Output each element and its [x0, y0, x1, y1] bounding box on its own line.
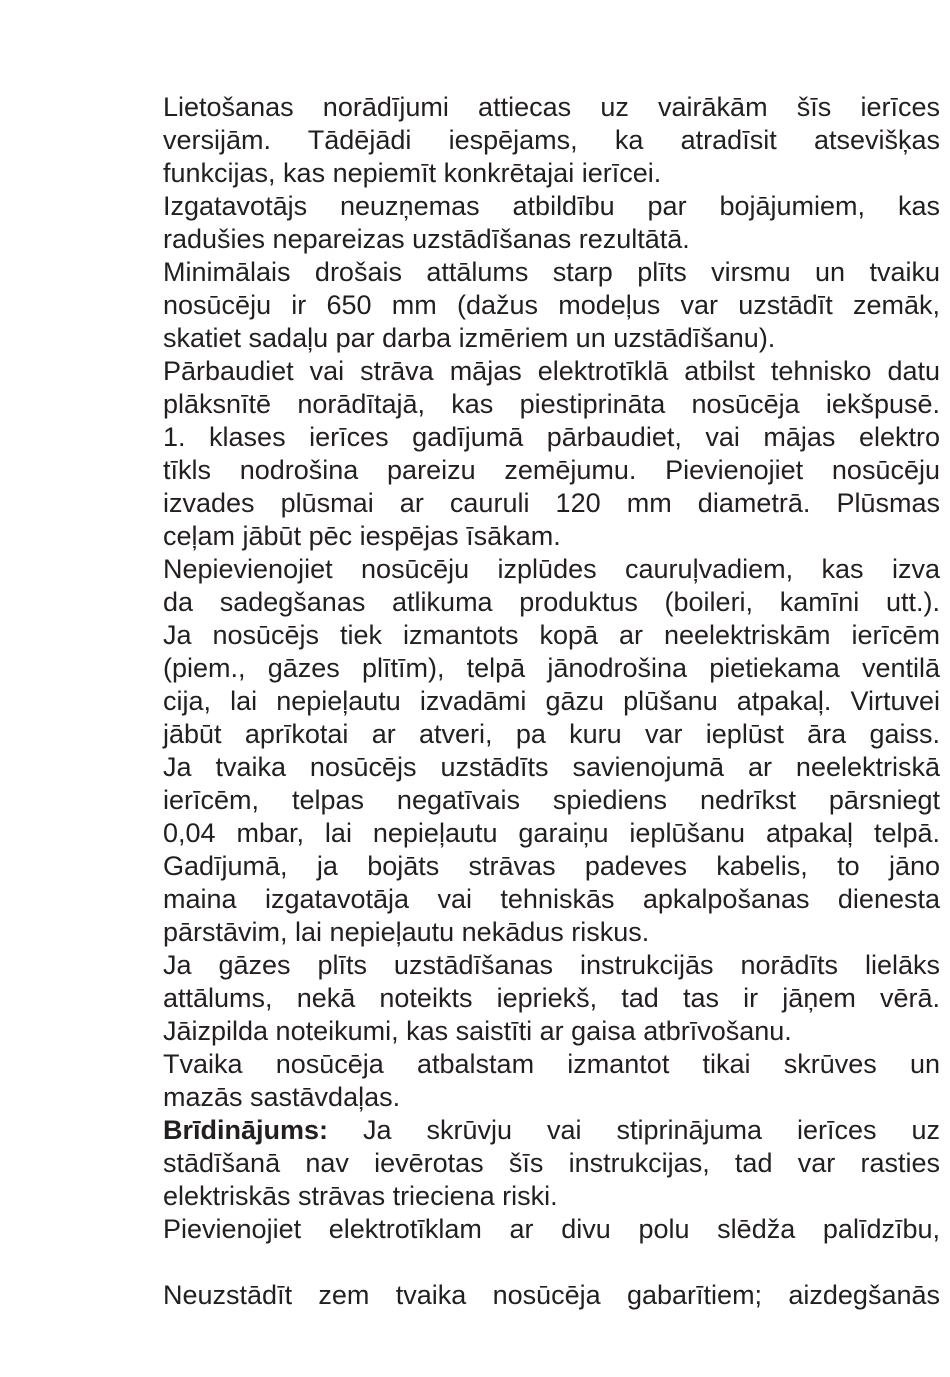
text-line: Gadījumā, ja bojāts strāvas padeves kabelis, to jāno [163, 851, 940, 881]
text-line: cija, lai nepieļautu izvadāmi gāzu plūšanu atpakaļ. Virtuvei [163, 686, 940, 716]
text-line: stādīšanā nav ievērotas šīs instrukcijas, tad var rasties [163, 1148, 940, 1178]
text-line: 1. klases ierīces gadījumā pārbaudiet, vai mājas elektro [163, 422, 940, 452]
warning-line [163, 1114, 940, 1147]
text-line: Izgatavotājs neuzņemas atbildību par bojājumiem, kas [163, 191, 940, 221]
text-line: Minimālais drošais attālums starp plīts virsmu un tvaiku [163, 257, 940, 287]
text-line: funkcijas, kas nepiemīt konkrētajai ierīcei. [163, 158, 662, 188]
text-line: skatiet sadaļu par darba izmēriem un uzstādīšanu). [163, 323, 776, 353]
text-line: ceļam jābūt pēc iespējas īsākam. [163, 521, 561, 551]
text-line: plāksnītē norādītajā, kas piestiprināta nosūcēja iekšpusē. [163, 389, 940, 419]
text-line: maina izgatavotāja vai tehniskās apkalpošanas dienesta [163, 884, 940, 914]
text-line: jābūt aprīkotai ar atveri, pa kuru var ieplūst āra gaiss. [163, 719, 940, 749]
text-line: Neuzstādīt zem tvaika nosūcēja gabarītiem; aizdegšanās [163, 1280, 940, 1310]
text-line: tīkls nodrošina pareizu zemējumu. Pievienojiet nosūcēju [163, 455, 940, 485]
body-text [163, 91, 940, 1312]
text-line: attālums, nekā noteikts iepriekš, tad tas ir jāņem vērā. [163, 983, 940, 1013]
text-line: Ja nosūcējs tiek izmantots kopā ar neelektriskām ierīcēm [163, 620, 940, 650]
text-line: radušies nepareizas uzstādīšanas rezultātā. [163, 224, 690, 254]
text-line: Ja tvaika nosūcējs uzstādīts savienojumā ar neelektriskā [163, 752, 940, 782]
text-line: Pievienojiet elektrotīklam ar divu polu slēdža palīdzību, [163, 1214, 940, 1244]
warning-text: Ja skrūvju vai stiprinājuma ierīces uz [363, 1115, 940, 1145]
text-line: pārstāvim, lai nepieļautu nekādus riskus. [163, 917, 650, 947]
text-line: elektriskās strāvas trieciena riski. [163, 1181, 558, 1211]
blank-line [163, 1246, 940, 1279]
text-line: Ja gāzes plīts uzstādīšanas instrukcijās norādīts lielāks [163, 950, 940, 980]
text-line: Tvaika nosūcēja atbalstam izmantot tikai skrūves un [163, 1049, 940, 1079]
text-line: nosūcēju ir 650 mm (dažus modeļus var uzstādīt zemāk, [163, 290, 940, 320]
text-line: mazās sastāvdaļas. [163, 1082, 401, 1112]
text-line: Lietošanas norādījumi attiecas uz vairākām šīs ierīces [163, 92, 940, 122]
text-line: Nepievienojiet nosūcēju izplūdes cauruļvadiem, kas izva [163, 554, 940, 584]
text-line: izvades plūsmai ar cauruli 120 mm diametrā. Plūsmas [163, 488, 940, 518]
text-line: ierīcēm, telpas negatīvais spiediens nedrīkst pārsniegt [163, 785, 940, 815]
text-line: Pārbaudiet vai strāva mājas elektrotīklā atbilst tehnisko datu [163, 356, 940, 386]
warning-label: Brīdinājums: [163, 1115, 329, 1145]
text-line: (piem., gāzes plītīm), telpā jānodrošina pietiekama ventilā [163, 653, 940, 683]
text-line: Jāizpilda noteikumi, kas saistīti ar gaisa atbrīvošanu. [163, 1016, 792, 1046]
text-line: da sadegšanas atlikuma produktus (boileri, kamīni utt.). [163, 587, 940, 617]
text-line: 0,04 mbar, lai nepieļautu garaiņu ieplūšanu atpakaļ telpā. [163, 818, 940, 848]
text-line: versijām. Tādējādi iespējams, ka atradīsit atsevišķas [163, 125, 940, 155]
